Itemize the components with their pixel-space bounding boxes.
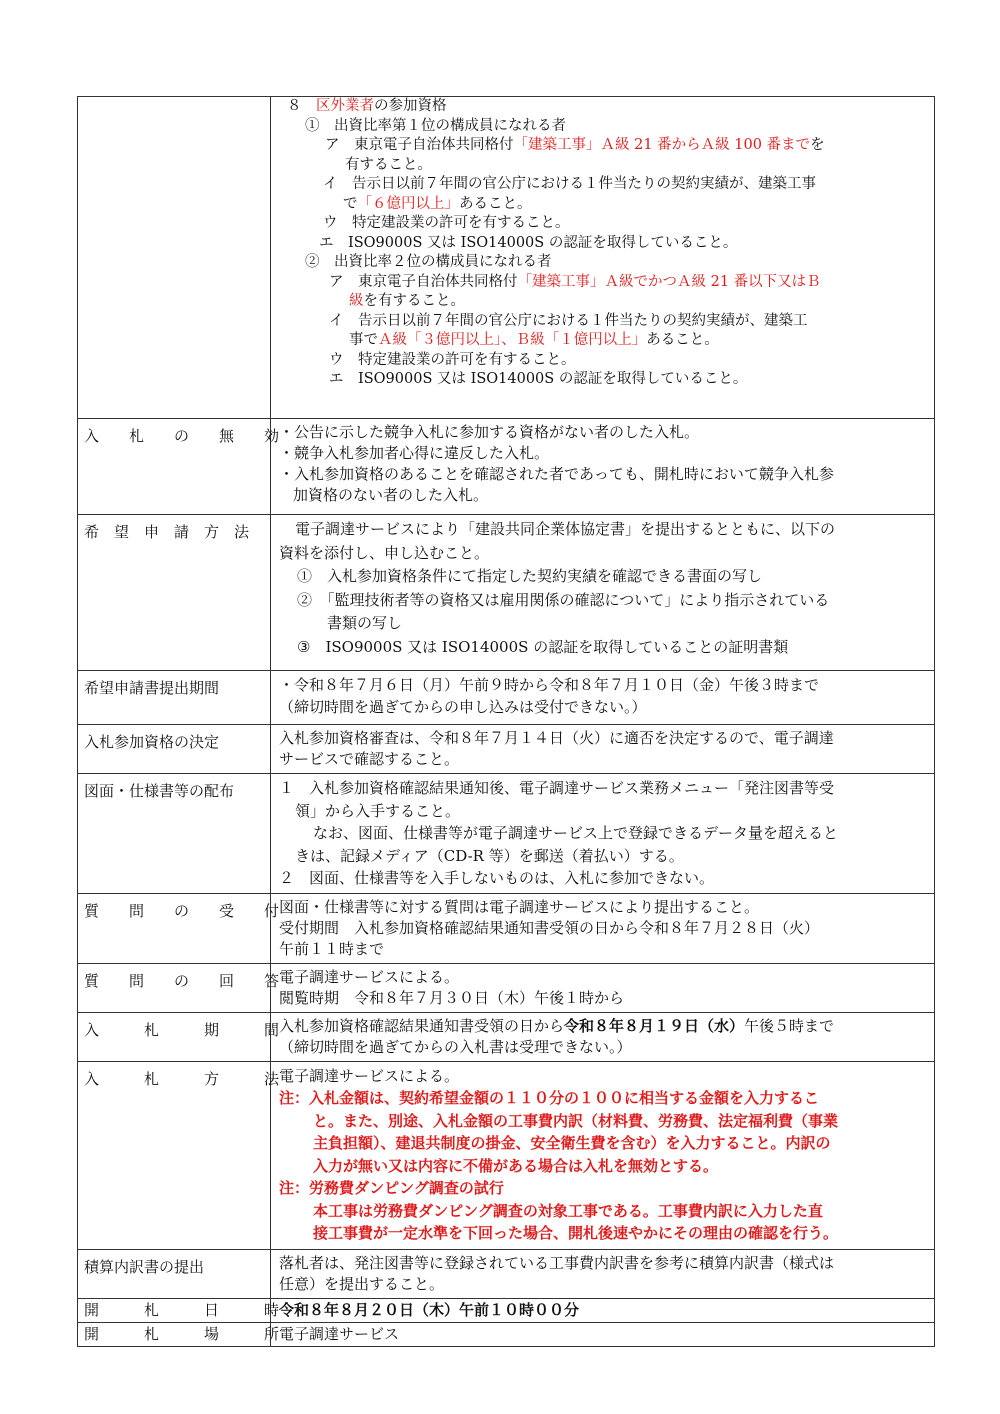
question-recv-cell bbox=[271, 893, 935, 963]
invalid-line-1: ・公告に示した競争入札に参加する資格がない者のした入札。 bbox=[279, 423, 700, 441]
question-recv-line-2: 受付期間 入札参加資格確認結果通知書受領の日から令和８年７月２８日（火） bbox=[279, 918, 820, 937]
drawings-line-4: きは、記録メディア（CD-R 等）を郵送（着払い）する。 bbox=[295, 846, 684, 865]
estimate-row bbox=[78, 1249, 935, 1298]
s2-item-i: イ 告示日以前７年間の官公庁における１件当たりの契約実績が、建築工 bbox=[329, 312, 808, 329]
open-place-value: 電子調達サービス bbox=[271, 1322, 935, 1346]
bid-method-line-1: 電子調達サービスによる。 bbox=[279, 1066, 460, 1085]
bid-method-note-2-line-3: 接工事費が一定水準を下回った場合、開札後速やかにその理由の確認を行う。 bbox=[313, 1224, 839, 1242]
drawings-line-1: １ 入札参加資格確認結果通知後、電子調達サービス業務メニュー「発注図書等受 bbox=[279, 779, 835, 797]
apply-method-label: 希 望 申 請 方 法 bbox=[78, 515, 271, 671]
apply-method-row bbox=[78, 515, 935, 671]
bid-method-note-1-line-1: 注：入札金額は、契約希望金額の１１０分の１００に相当する金額を入力するこ bbox=[279, 1089, 820, 1107]
s2-item-a: ア 東京電子自治体共同格付「建築工事」Ａ級でかつＡ級 21 番以下又はＢ bbox=[329, 273, 821, 290]
apply-period-cell bbox=[271, 671, 935, 725]
s2-item-e: エ ISO9000S 又は ISO14000S の認証を取得していること。 bbox=[329, 371, 748, 387]
question-recv-line-3: 午前１１時まで bbox=[279, 939, 385, 958]
decision-line-2: サービスで確認すること。 bbox=[279, 750, 460, 768]
qualification-heading: ８ 区外業者の参加資格 bbox=[287, 98, 447, 114]
s1-item-a-cont: 有すること。 bbox=[345, 156, 432, 173]
invalid-label: 入 札 の 無 効 bbox=[78, 419, 271, 515]
question-ans-line-1: 電子調達サービスによる。 bbox=[279, 967, 460, 986]
apply-method-cell bbox=[271, 515, 935, 671]
s2-item-a-cont: 級を有すること。 bbox=[349, 293, 465, 309]
apply-period-line-1: ・令和８年７月６日（月）午前９時から令和８年７月１０日（金）午後３時まで bbox=[279, 676, 820, 694]
question-ans-row bbox=[78, 963, 935, 1012]
apply-method-line-2: 資料を添付し、申し込むこと。 bbox=[279, 543, 490, 562]
drawings-cell bbox=[271, 774, 935, 894]
s1-item-e: エ ISO9000S 又は ISO14000S の認証を取得していること。 bbox=[319, 234, 738, 251]
decision-cell bbox=[271, 725, 935, 774]
invalid-line-4: 加資格のない者のした入札。 bbox=[293, 486, 489, 504]
invalid-cell bbox=[271, 419, 935, 515]
s2-item-i-cont: 事でＡ級「３億円以上」、Ｂ級「１億円以上」あること。 bbox=[349, 332, 719, 348]
s2-title: ② 出資比率２位の構成員になれる者 bbox=[305, 254, 552, 270]
open-place-label: 開 札 場 所 bbox=[78, 1322, 271, 1346]
apply-method-item-1: ① 入札参加資格条件にて指定した契約実績を確認できる書面の写し bbox=[297, 567, 763, 585]
s1-item-i: イ 告示日以前７年間の官公庁における１件当たりの契約実績が、建築工事 bbox=[323, 176, 816, 192]
open-date-row bbox=[78, 1298, 935, 1322]
apply-method-item-2-cont: 書類の写し bbox=[327, 614, 403, 632]
bid-period-cell bbox=[271, 1012, 935, 1061]
apply-period-label: 希望申請書提出期間 bbox=[78, 671, 271, 725]
bid-period-line-1: 入札参加資格確認結果通知書受領の日から令和８年８月１９日（水）午後５時まで bbox=[279, 1016, 835, 1035]
estimate-line-1: 落札者は、発注図書等に登録されている工事費内訳書を参考に積算内訳書（様式は bbox=[279, 1253, 835, 1272]
bid-method-label: 入 札 方 法 bbox=[78, 1061, 271, 1249]
bid-period-line-2: （締切時間を過ぎてからの入札書は受理できない。） bbox=[279, 1037, 632, 1056]
question-ans-cell bbox=[271, 963, 935, 1012]
apply-method-line-1: 電子調達サービスにより「建設共同企業体協定書」を提出するとともに、以下の bbox=[295, 520, 836, 538]
bid-method-cell bbox=[271, 1061, 935, 1249]
bid-method-row bbox=[78, 1061, 935, 1249]
decision-label: 入札参加資格の決定 bbox=[78, 725, 271, 774]
open-date-label: 開 札 日 時 bbox=[78, 1298, 271, 1322]
estimate-label: 積算内訳書の提出 bbox=[78, 1249, 271, 1298]
drawings-line-2: 領」から入手すること。 bbox=[295, 801, 461, 820]
bid-period-label: 入 札 期 間 bbox=[78, 1012, 271, 1061]
s1-title: ① 出資比率第１位の構成員になれる者 bbox=[305, 117, 566, 134]
s1-item-a: ア 東京電子自治体共同格付「建築工事」Ａ級 21 番からＡ級 100 番までを bbox=[325, 137, 825, 153]
question-recv-label: 質 問 の 受 付 bbox=[78, 893, 271, 963]
apply-method-item-2: ② 「監理技術者等の資格又は雇用関係の確認について」により指示されている bbox=[297, 590, 830, 609]
apply-period-row bbox=[78, 671, 935, 725]
decision-line-1: 入札参加資格審査は、令和８年７月１４日（火）に適否を決定するので、電子調達 bbox=[279, 729, 834, 747]
qualification-label-cell bbox=[78, 97, 271, 419]
s1-item-i-cont: で「６億円以上」あること。 bbox=[343, 195, 532, 212]
question-recv-line-1: 図面・仕様書等に対する質問は電子調達サービスにより提出すること。 bbox=[279, 897, 760, 916]
estimate-line-2: 任意）を提出すること。 bbox=[279, 1274, 445, 1293]
apply-period-line-2: （締切時間を過ぎてからの申し込みは受付できない。） bbox=[279, 698, 647, 716]
bid-period-row bbox=[78, 1012, 935, 1061]
invalid-line-3: ・入札参加資格のあることを確認された者であっても、開札時において競争入札参 bbox=[279, 465, 834, 483]
estimate-cell bbox=[271, 1249, 935, 1298]
qualification-row bbox=[78, 97, 935, 419]
bid-method-note-2-line-1: 注：労務費ダンピング調査の試行 bbox=[279, 1179, 504, 1197]
s1-item-u: ウ 特定建設業の許可を有すること。 bbox=[323, 215, 570, 231]
bid-method-note-2-line-2: 本工事は労務費ダンピング調査の対象工事である。工事費内訳に入力した直 bbox=[313, 1201, 823, 1220]
bid-method-note-1-line-2: と。また、別途、入札金額の工事費内訳（材料費、労務費、法定福利費（事業 bbox=[313, 1111, 839, 1130]
open-date-value: 令和８年８月２０日（木）午前１０時００分 bbox=[271, 1298, 935, 1322]
drawings-label: 図面・仕様書等の配布 bbox=[78, 774, 271, 894]
invalid-row bbox=[78, 419, 935, 515]
question-recv-row bbox=[78, 893, 935, 963]
invalid-line-2: ・競争入札参加者心得に違反した入札。 bbox=[279, 444, 550, 462]
drawings-line-3: なお、図面、仕様書等が電子調達サービス上で登録できるデータ量を超えると bbox=[313, 824, 839, 842]
qualification-cell bbox=[271, 97, 935, 419]
decision-row bbox=[78, 725, 935, 774]
drawings-row bbox=[78, 774, 935, 894]
apply-method-item-3: ③ ISO9000S 又は ISO14000S の認証を取得していることの証明書類 bbox=[297, 637, 789, 656]
question-ans-label: 質 問 の 回 答 bbox=[78, 963, 271, 1012]
bid-method-note-1-line-4: 入力が無い又は内容に不備がある場合は入札を無効とする。 bbox=[313, 1156, 719, 1175]
document-table bbox=[77, 96, 935, 1347]
drawings-line-5: ２ 図面、仕様書等を入手しないものは、入札に参加できない。 bbox=[279, 869, 715, 887]
bid-method-note-1-line-3: 主負担額）、建退共制度の掛金、安全衛生費を含む）を入力すること。内訳の bbox=[313, 1134, 831, 1152]
open-place-row bbox=[78, 1322, 935, 1346]
question-ans-line-2: 閲覧時期 令和８年７月３０日（木）午後１時から bbox=[279, 988, 625, 1007]
s2-item-u: ウ 特定建設業の許可を有すること。 bbox=[329, 351, 576, 368]
